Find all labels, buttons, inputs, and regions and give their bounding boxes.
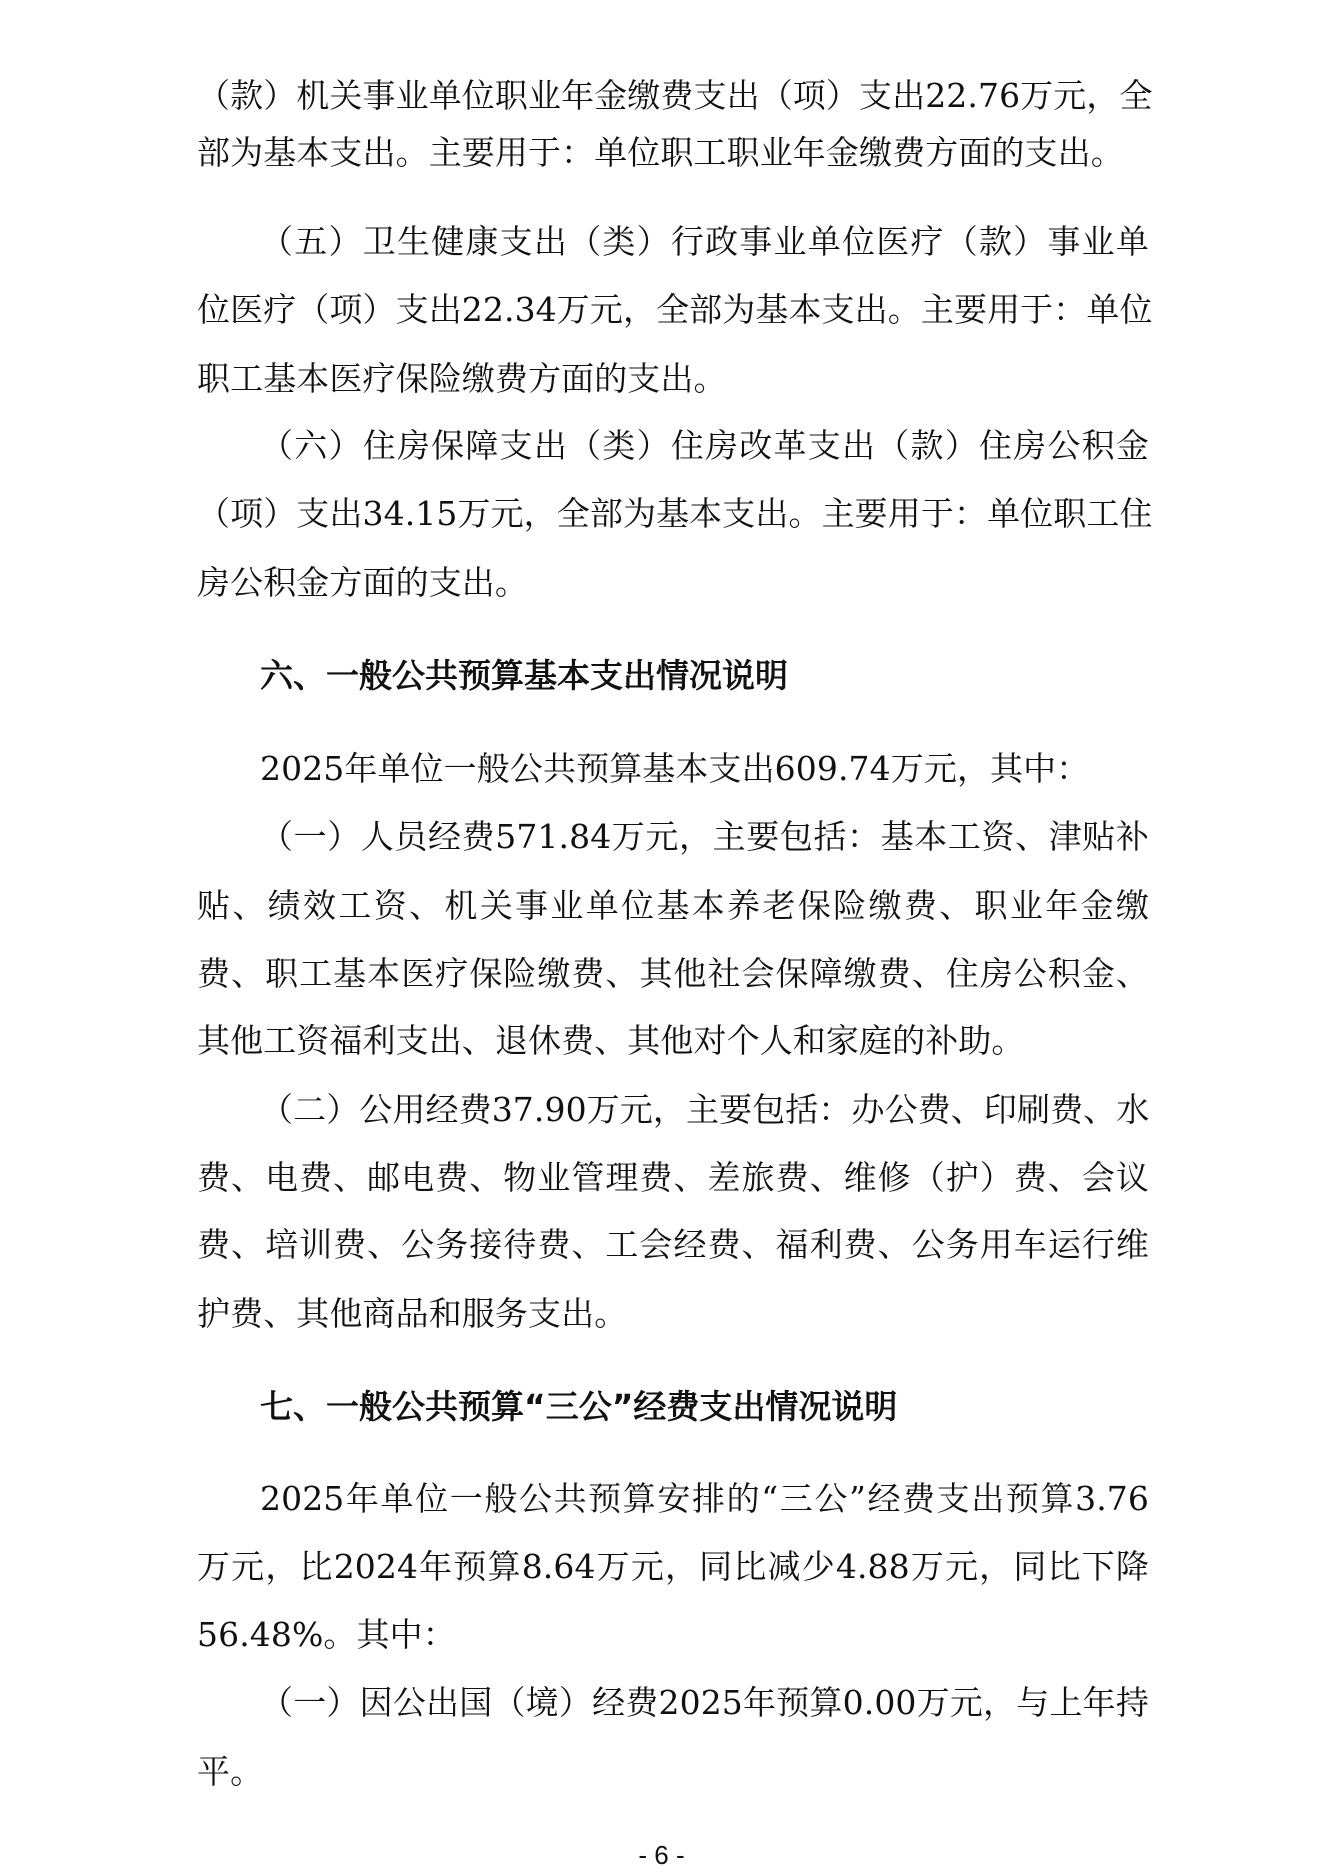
paragraph-line: 房公积金方面的支出。	[197, 563, 528, 602]
section-heading: 七、一般公共预算“三公”经费支出情况说明	[260, 1387, 898, 1426]
paragraph-line: 费、职工基本医疗保险缴费、其他社会保障缴费、住房公积金、	[197, 954, 1149, 993]
paragraph-line: 2025年单位一般公共预算基本支出609.74万元，其中：	[260, 749, 1090, 788]
paragraph-line: 费、电费、邮电费、物业管理费、差旅费、维修（护）费、会议	[197, 1158, 1149, 1197]
paragraph-line: （五）卫生健康支出（类）行政事业单位医疗（款）事业单	[260, 222, 1149, 261]
page-number: - 6 -	[638, 1840, 685, 1870]
paragraph-line: 56.48%。其中：	[197, 1615, 456, 1654]
paragraph-line: 费、培训费、公务接待费、工会经费、福利费、公务用车运行维	[197, 1225, 1149, 1264]
paragraph-line: 职工基本医疗保险缴费方面的支出。	[197, 359, 727, 398]
paragraph-line: （一）人员经费571.84万元，主要包括：基本工资、津贴补	[260, 817, 1149, 856]
paragraph-line: 护费、其他商品和服务支出。	[197, 1294, 628, 1333]
paragraph-line: 万元，比2024年预算8.64万元，同比减少4.88万元，同比下降	[197, 1547, 1149, 1586]
paragraph-line: 平。	[197, 1752, 264, 1791]
paragraph-line: 其他工资福利支出、退休费、其他对个人和家庭的补助。	[197, 1021, 1025, 1060]
paragraph-line: （款）机关事业单位职业年金缴费支出（项）支出22.76万元，全	[197, 76, 1153, 115]
paragraph-line: 2025年单位一般公共预算安排的“三公”经费支出预算3.76	[260, 1479, 1149, 1518]
paragraph-line: 部为基本支出。主要用于：单位职工职业年金缴费方面的支出。	[197, 133, 1124, 172]
paragraph-line: （项）支出34.15万元，全部为基本支出。主要用于：单位职工住	[197, 494, 1153, 533]
paragraph-line: 贴、绩效工资、机关事业单位基本养老保险缴费、职业年金缴	[197, 886, 1149, 925]
section-heading: 六、一般公共预算基本支出情况说明	[260, 656, 788, 695]
paragraph-line: （二）公用经费37.90万元，主要包括：办公费、印刷费、水	[260, 1090, 1150, 1129]
paragraph-line: 位医疗（项）支出22.34万元，全部为基本支出。主要用于：单位	[197, 290, 1153, 329]
paragraph-line: （六）住房保障支出（类）住房改革支出（款）住房公积金	[260, 426, 1149, 465]
paragraph-line: （一）因公出国（境）经费2025年预算0.00万元，与上年持	[260, 1683, 1149, 1722]
